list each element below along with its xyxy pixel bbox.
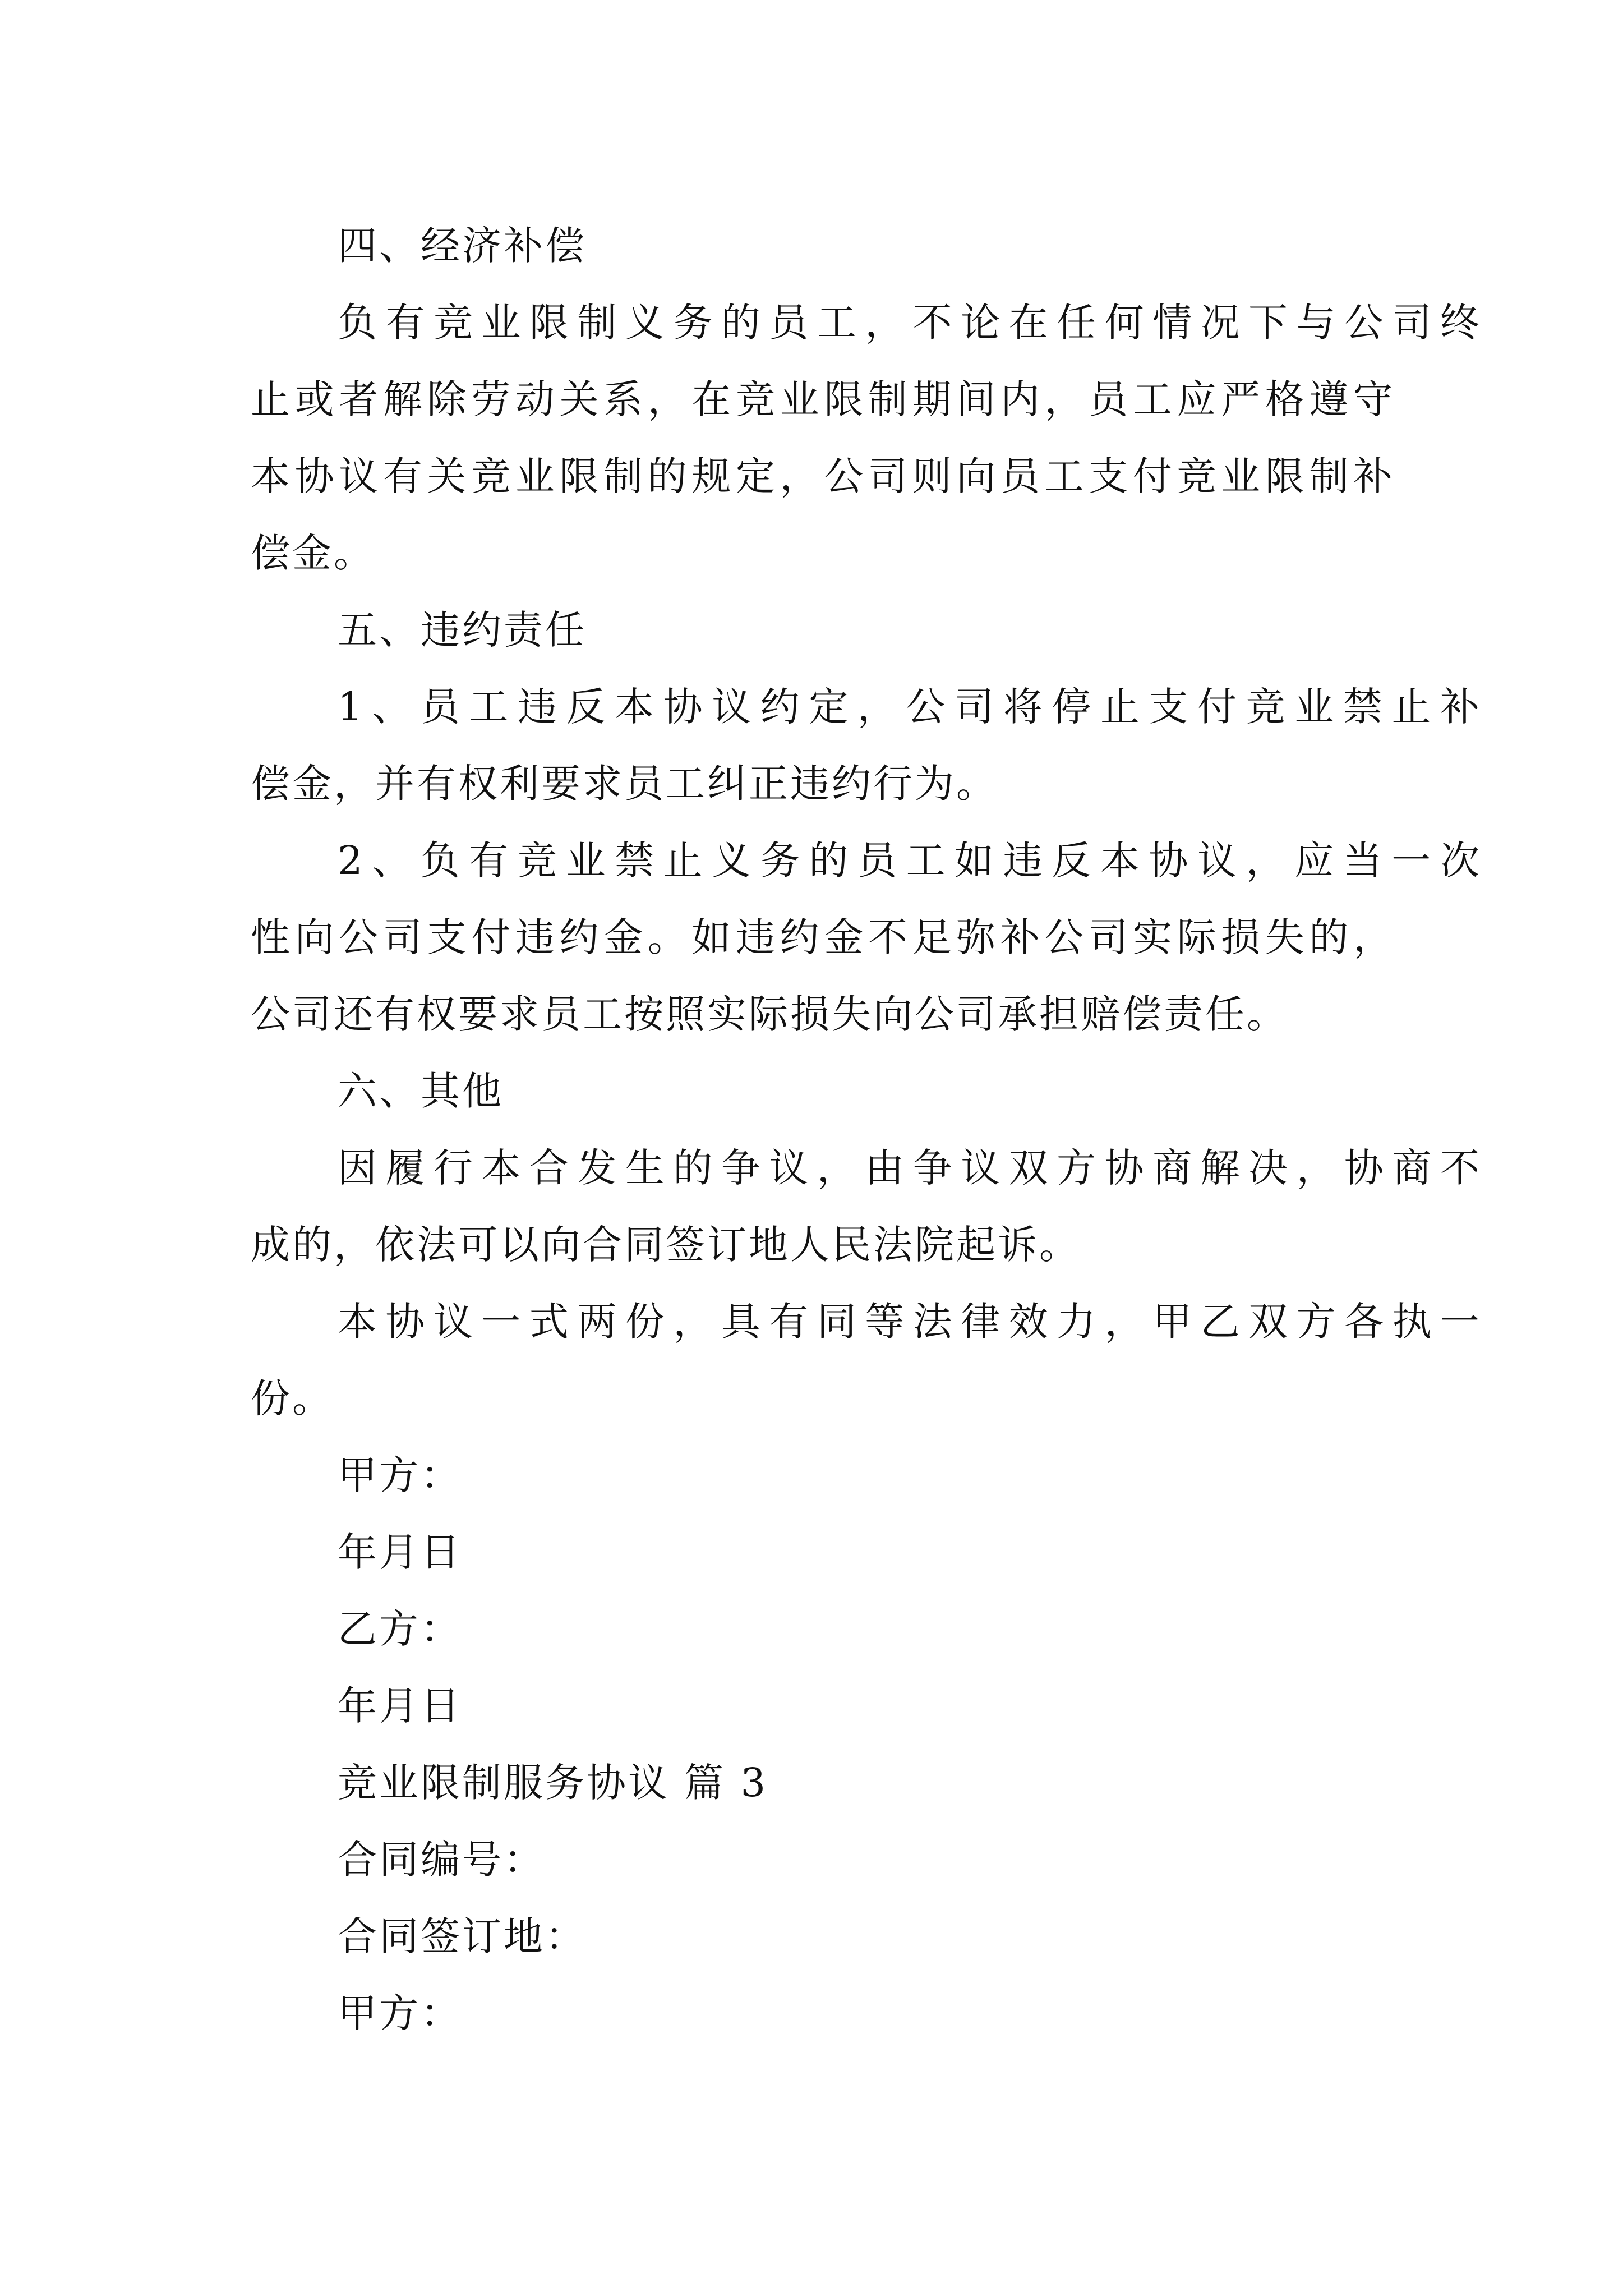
paragraph-line: 负有竞业限制义务的员工，不论在任何情况下与公司终 xyxy=(338,300,1482,346)
paragraph-line: 2、负有竞业禁止义务的员工如违反本协议，应当一次 xyxy=(338,838,1482,884)
paragraph-line: 止或者解除劳动关系，在竞业限制期间内，员工应严格遵守 xyxy=(251,376,1395,422)
section-heading-other: 六、其他 xyxy=(338,1068,504,1114)
section-heading-compensation: 四、经济补偿 xyxy=(338,223,587,269)
paragraph-line: 成的，依法可以向合同签订地人民法院起诉。 xyxy=(251,1222,1081,1268)
paragraph-line: 份。 xyxy=(251,1375,334,1421)
section-heading-liability: 五、违约责任 xyxy=(338,607,587,653)
agreement-title: 竞业限制服务协议 篇 3 xyxy=(338,1760,768,1806)
paragraph-line: 性向公司支付违约金。如违约金不足弥补公司实际损失的， xyxy=(251,914,1395,960)
document-body xyxy=(251,208,1482,2052)
party-a-label: 甲方： xyxy=(338,1990,462,2036)
paragraph-line: 因履行本合发生的争议，由争议双方协商解决，协商不 xyxy=(338,1145,1482,1191)
contract-number-label: 合同编号： xyxy=(338,1837,545,1883)
party-a-label: 甲方： xyxy=(338,1452,462,1498)
signing-place-label: 合同签订地： xyxy=(338,1913,587,1959)
date-label: 年月日 xyxy=(338,1529,462,1575)
paragraph-line: 1、员工违反本协议约定，公司将停止支付竞业禁止补 xyxy=(338,684,1482,730)
paragraph-line: 本协议有关竞业限制的规定，公司则向员工支付竞业限制补 xyxy=(251,453,1395,499)
party-b-label: 乙方： xyxy=(338,1606,462,1652)
paragraph-line: 偿金，并有权利要求员工纠正违约行为。 xyxy=(251,761,998,807)
paragraph-line: 公司还有权要求员工按照实际损失向公司承担赔偿责任。 xyxy=(251,991,1288,1037)
paragraph-line: 偿金。 xyxy=(251,530,375,576)
date-label: 年月日 xyxy=(338,1683,462,1729)
paragraph-line: 本协议一式两份，具有同等法律效力，甲乙双方各执一 xyxy=(338,1299,1482,1345)
